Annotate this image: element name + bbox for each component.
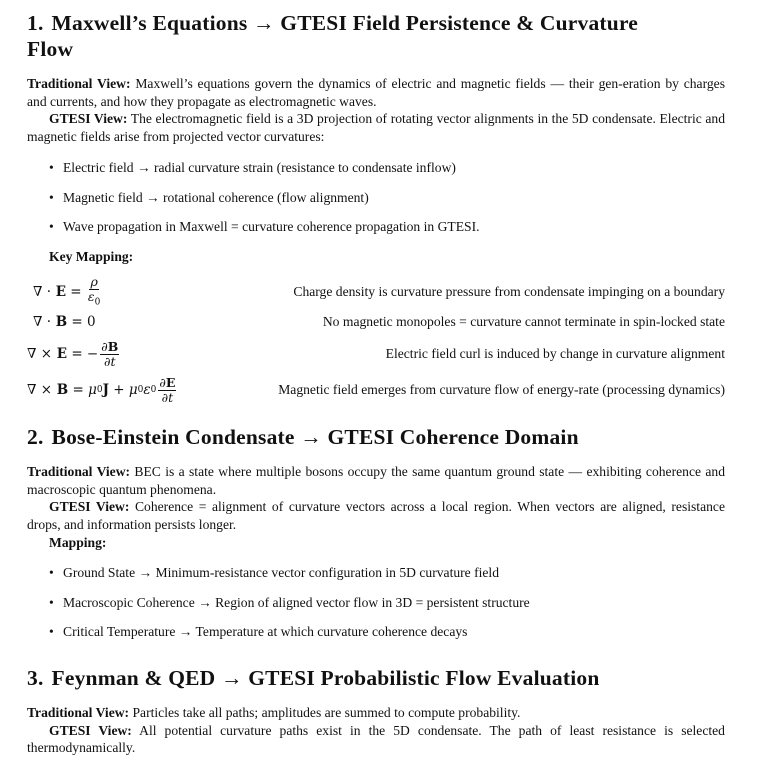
section-3-body xyxy=(27,704,725,757)
bullet-icon: • xyxy=(49,160,54,175)
equation-description: Magnetic field emerges from curvature flow of energy-rate (processing dynamics) xyxy=(278,382,725,397)
equation-row xyxy=(27,313,725,331)
traditional-view-text: BEC is a state where multiple bosons occupy the same quantum ground state — exhibiting coherence and macroscopic quantum phenomena. xyxy=(27,464,725,497)
traditional-view-paragraph xyxy=(27,463,725,498)
gtesi-view-label: GTESI View: xyxy=(49,499,130,514)
mapping-label: Mapping: xyxy=(49,535,107,550)
list-item: • Magnetic field → rotational coherence (flow alignment) xyxy=(49,190,369,205)
equation-row xyxy=(27,373,725,407)
section-title: Maxwell’s Equations → GTESI Field Persistence & Curvature xyxy=(51,11,639,35)
equation-row xyxy=(27,337,725,371)
traditional-view-paragraph xyxy=(27,704,725,722)
section-number: 2. xyxy=(27,425,44,449)
section-number: 3. xyxy=(27,666,44,690)
list-item: • Wave propagation in Maxwell = curvature coherence propagation in GTESI. xyxy=(49,219,480,234)
bullet-icon: • xyxy=(49,624,54,639)
section-3-heading xyxy=(27,665,725,691)
list-item: • Electric field → radial curvature strain (resistance to condensate inflow) xyxy=(49,160,456,175)
bullet-icon: • xyxy=(49,565,54,580)
section-2-heading xyxy=(27,424,725,450)
traditional-view-label: Traditional View: xyxy=(27,76,131,91)
traditional-view-label: Traditional View: xyxy=(27,705,130,720)
gauss-magnetism-equation: ∇ · B = 0 xyxy=(33,314,96,330)
gauss-law-equation: ∇ · E = $\frac{\rho}{\varepsilon_0}$ xyxy=(33,273,101,308)
bullet-icon: • xyxy=(49,190,54,205)
gtesi-view-label: GTESI View: xyxy=(49,722,132,738)
gtesi-view-text: Coherence = alignment of curvature vectors across a local region. When vectors are aligned, resistance drops, and information persists longer. xyxy=(27,499,725,532)
equation-row xyxy=(27,273,725,308)
list-item: • Critical Temperature → Temperature at which curvature coherence decays xyxy=(49,624,468,639)
traditional-view-label: Traditional View: xyxy=(27,464,131,479)
equation-description: Electric field curl is induced by change in curvature alignment xyxy=(385,346,725,361)
equation-description: No magnetic monopoles = curvature cannot terminate in spin-locked state xyxy=(322,314,725,329)
list-item: • Ground State → Minimum-resistance vector configuration in 5D curvature field xyxy=(49,565,500,580)
gtesi-view-text: The electromagnetic field is a 3D projection of rotating vector alignments in the 5D condensate. Electric and magnetic fields arise from projected vector curvatures: xyxy=(27,111,725,144)
section-1-body xyxy=(27,75,725,145)
faraday-law-equation: ∇ × E = − $\frac{\partial B}{\partial t}$ xyxy=(27,338,119,369)
traditional-view-text: Particles take all paths; amplitudes are summed to compute probability. xyxy=(132,705,521,720)
equation-description: Charge density is curvature pressure from condensate impinging on a boundary xyxy=(293,284,725,299)
gtesi-view-paragraph xyxy=(27,498,725,533)
gtesi-view-label: GTESI View: xyxy=(49,111,128,126)
section-number: 1. xyxy=(27,11,44,35)
key-mapping-label: Key Mapping: xyxy=(49,249,134,264)
gtesi-view-paragraph xyxy=(27,722,725,757)
bullet-icon: • xyxy=(49,219,54,234)
gtesi-view-paragraph xyxy=(27,110,725,145)
ampere-maxwell-equation: ∇ × B = μ 0 J + μ 0 ε 0 $\frac{\partial E}{\partial t}$ xyxy=(27,374,176,405)
bullet-icon: • xyxy=(49,595,54,610)
list-item: • Macroscopic Coherence → Region of aligned vector flow in 3D = persistent structure xyxy=(49,595,530,610)
traditional-view-paragraph xyxy=(27,75,725,110)
section-2-body xyxy=(27,463,725,533)
section-title: Feynman & QED → GTESI Probabilistic Flow Evaluation xyxy=(51,666,600,690)
section-1-heading xyxy=(27,10,725,62)
traditional-view-text: Maxwell’s equations govern the dynamics of electric and magnetic fields — their gen-eration by charges and currents, and how they propagate as electromagnetic waves. xyxy=(27,76,725,109)
section-title: Bose-Einstein Condensate → GTESI Coherence Domain xyxy=(51,425,579,449)
gtesi-view-text: All potential curvature paths exist in the 5D condensate. The path of least resistance is selected thermodynamically. xyxy=(27,722,725,755)
section-title-continued: Flow xyxy=(27,37,74,61)
